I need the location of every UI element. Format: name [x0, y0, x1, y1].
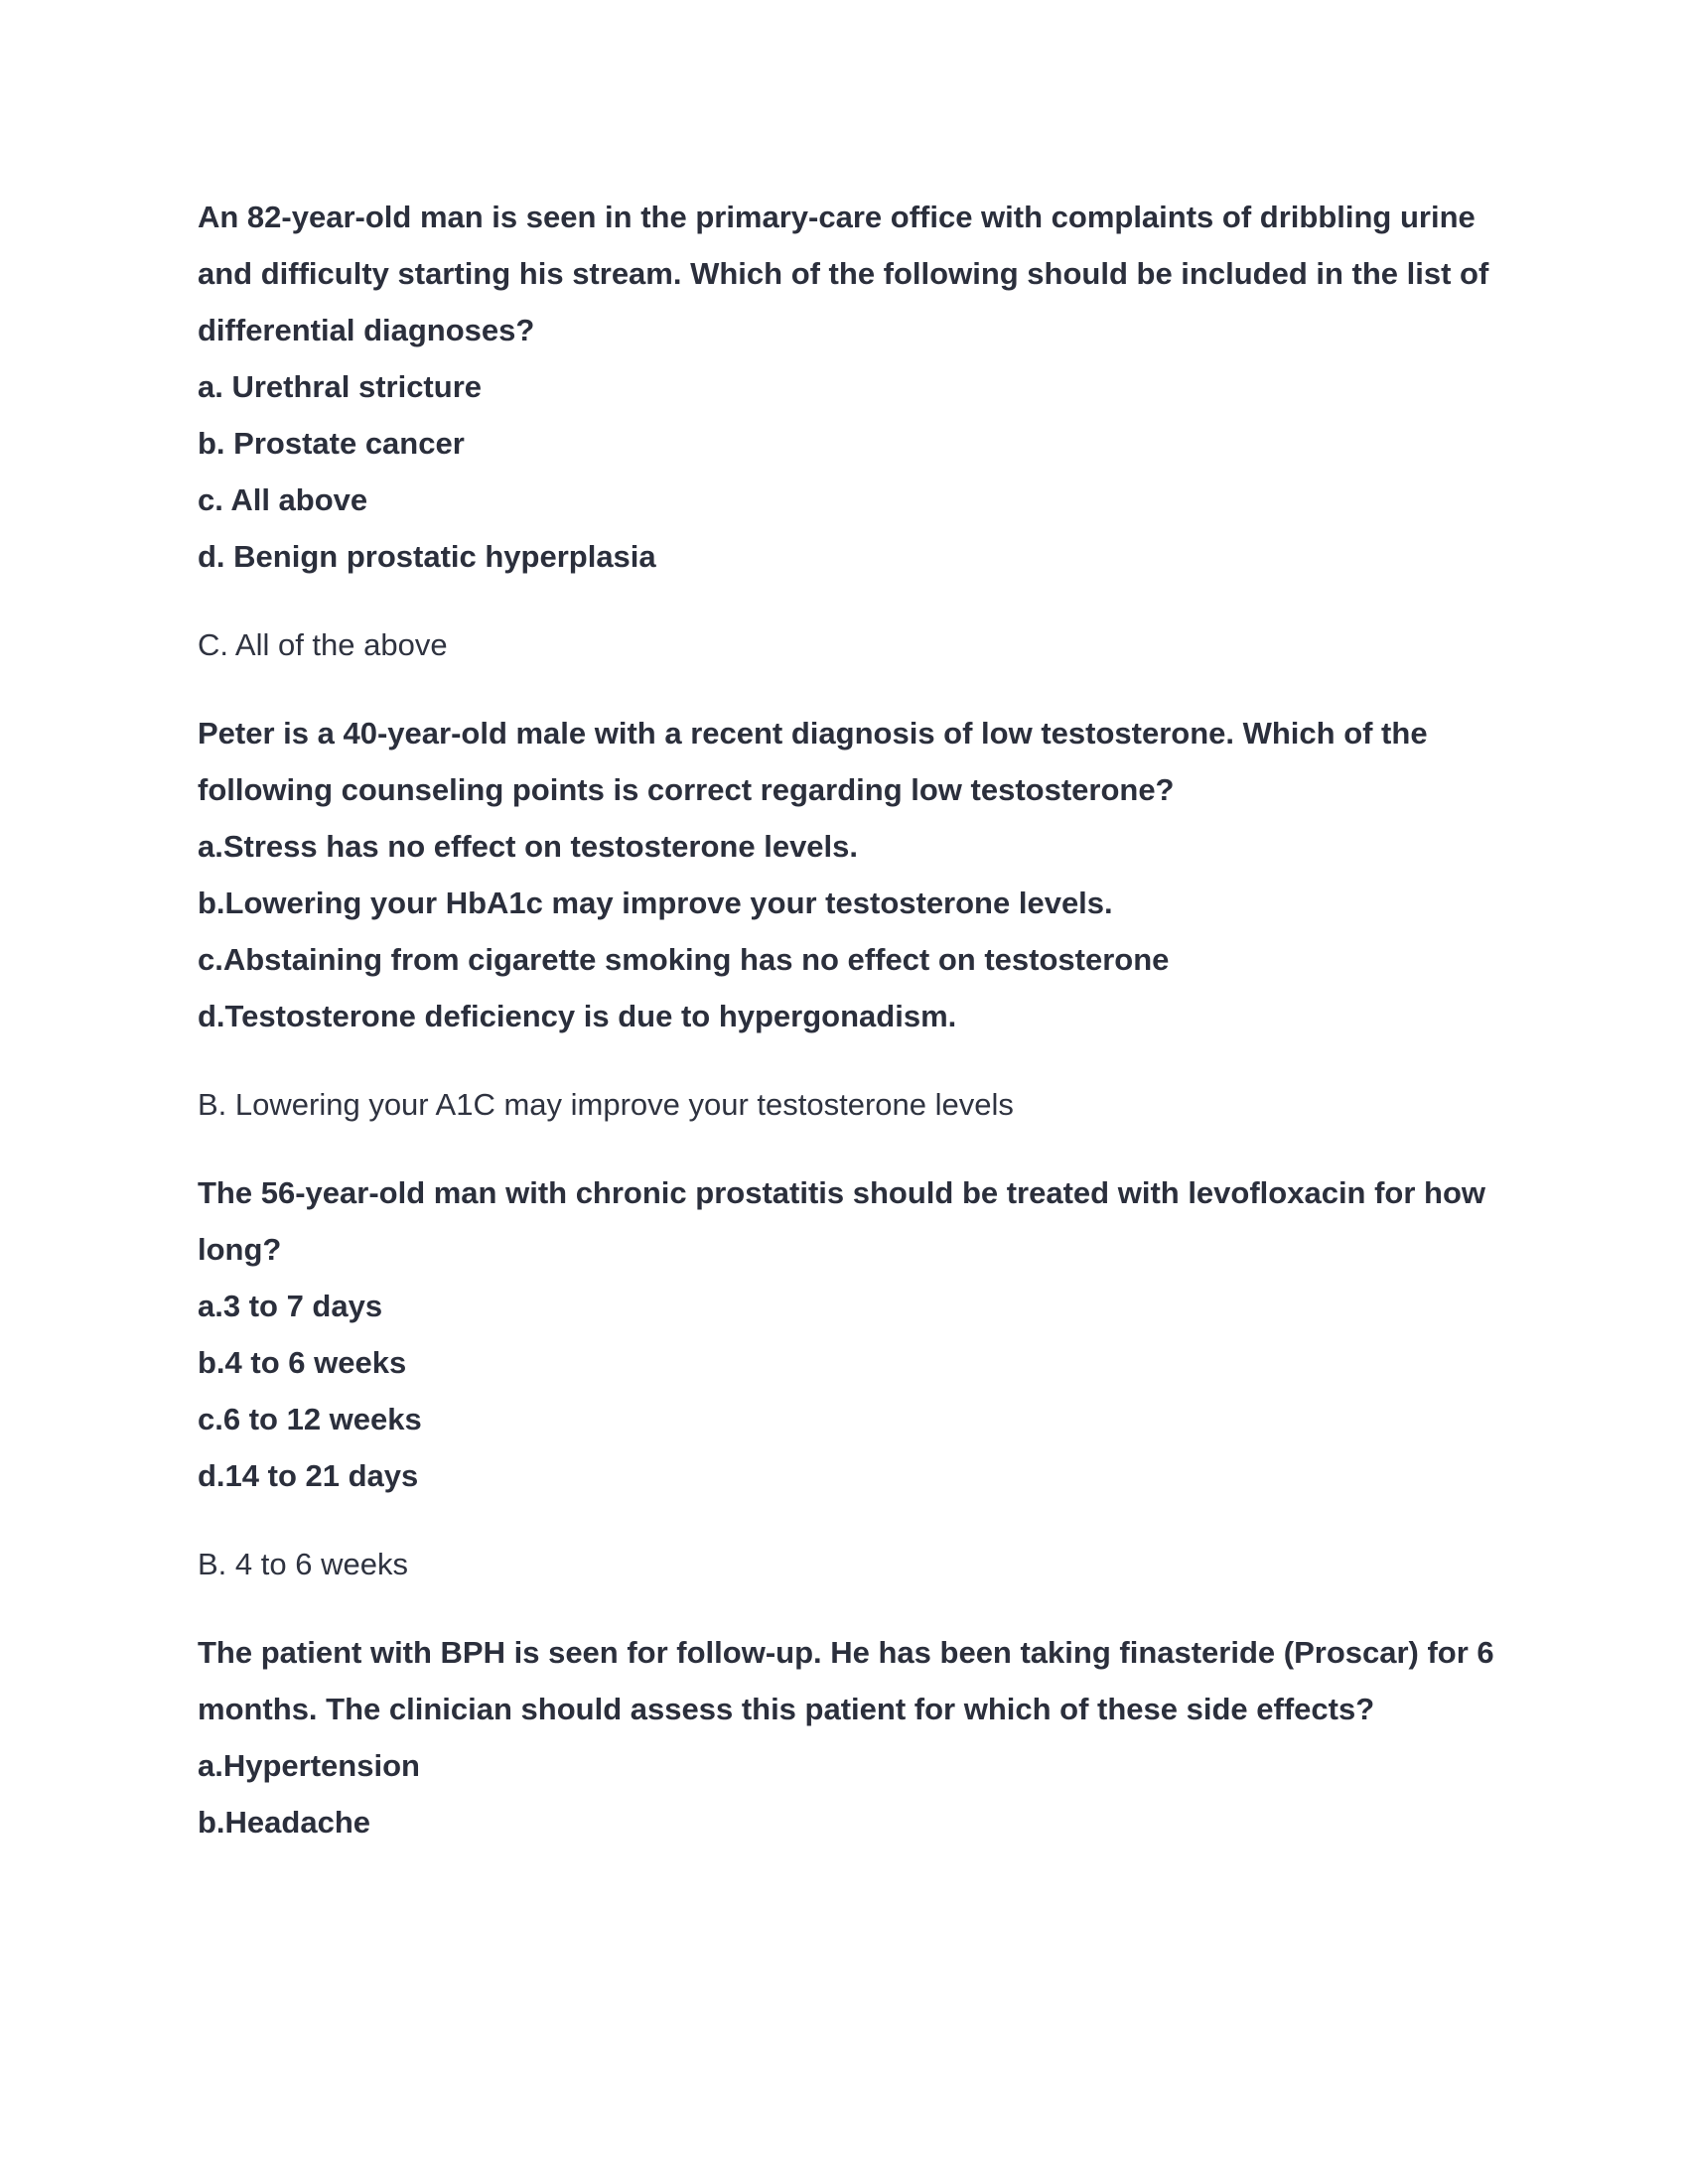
document-page: [198, 189, 1498, 1882]
question-block-1: [198, 189, 1498, 585]
option-b: b.Lowering your HbA1c may improve your testosterone levels.: [198, 886, 1113, 920]
option-d: d.Testosterone deficiency is due to hypergonadism.: [198, 999, 957, 1033]
option-c: c.Abstaining from cigarette smoking has no effect on testosterone: [198, 942, 1170, 977]
answer-text: B. 4 to 6 weeks: [198, 1547, 408, 1581]
answer-text: B. Lowering your A1C may improve your testosterone levels: [198, 1087, 1014, 1122]
option-b: b.4 to 6 weeks: [198, 1345, 407, 1380]
question-block-2: [198, 705, 1498, 1044]
option-a: a.3 to 7 days: [198, 1289, 383, 1323]
option-a: a.Stress has no effect on testosterone levels.: [198, 829, 859, 864]
option-d: d. Benign prostatic hyperplasia: [198, 539, 656, 574]
question-block-3: [198, 1164, 1498, 1504]
option-c: c. All above: [198, 482, 368, 517]
option-a: a.Hypertension: [198, 1748, 420, 1783]
question-text: Peter is a 40-year-old male with a recent diagnosis of low testosterone. Which of the following counseling points is correct regarding low testosterone?: [198, 716, 1428, 807]
option-d: d.14 to 21 days: [198, 1458, 419, 1493]
option-c: c.6 to 12 weeks: [198, 1402, 422, 1436]
option-a: a. Urethral stricture: [198, 369, 482, 404]
question-text: The 56-year-old man with chronic prostatitis should be treated with levofloxacin for how long?: [198, 1175, 1486, 1267]
option-b: b.Headache: [198, 1805, 371, 1840]
question-text: An 82-year-old man is seen in the primary-care office with complaints of dribbling urine and difficulty starting his stream. Which of the following should be included in the list of differential diagnoses?: [198, 200, 1489, 347]
option-b: b. Prostate cancer: [198, 426, 465, 461]
question-block-4: [198, 1624, 1498, 1850]
question-text: The patient with BPH is seen for follow-up. He has been taking finasteride (Proscar) for 6 months. The clinician should assess this patient for which of these side effects?: [198, 1635, 1494, 1726]
answer-text: C. All of the above: [198, 627, 448, 662]
